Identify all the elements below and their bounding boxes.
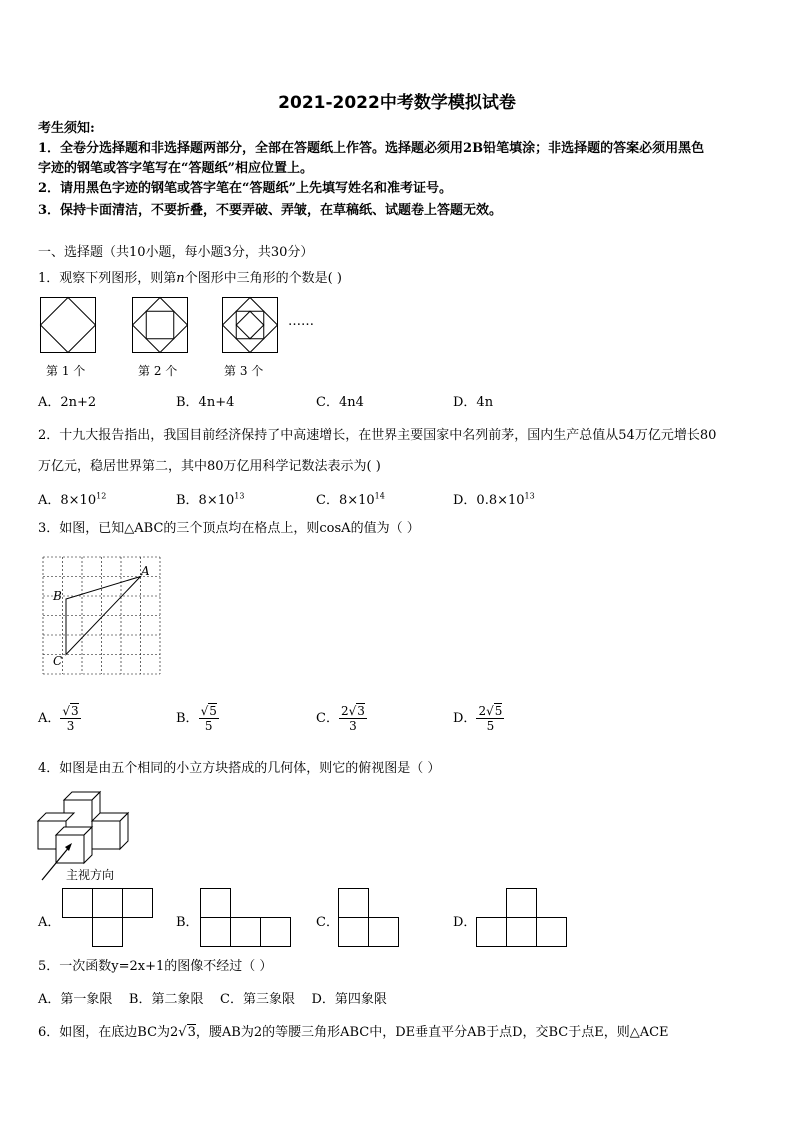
q3-grid-figure [43, 557, 163, 677]
q1-option-a[interactable]: A．2n+2 [38, 395, 97, 410]
q1-caption-3: 第 3 个 [224, 364, 264, 378]
q4-option-a-figure[interactable] [62, 888, 154, 950]
notice-heading: 考生须知: [38, 121, 95, 136]
q3-point-b: B [53, 589, 62, 603]
notice-line-1: 1．全卷分选择题和非选择题两部分，全部在答题纸上作答。选择题必须用2B铅笔填涂；非选择题的答案必须用黑色 [38, 141, 705, 156]
q6-stem: 6．如图，在底边BC为2√3，腰AB为2的等腰三角形ABC中，DE垂直平分AB于点D，交BC于点E，则△ACE [38, 1025, 669, 1040]
q4-option-b-label[interactable]: B． [176, 915, 199, 930]
q2-stem-line-1: 2．十九大报告指出，我国目前经济保持了中高速增长，在世界主要国家中名列前茅，国内生产总值从54万亿元增长80 [38, 428, 717, 443]
q4-stem: 4．如图是由五个相同的小立方块搭成的几何体，则它的俯视图是（ ） [38, 761, 441, 776]
q4-option-d-figure[interactable] [476, 888, 568, 950]
q4-option-c-figure[interactable] [338, 888, 400, 950]
q3-option-c[interactable]: C． $\frac{2√3}{3}$ [316, 704, 365, 733]
q2-option-d[interactable]: D．$0.8\times 10^{13}$ [453, 491, 535, 508]
q2-stem-line-2: 万亿元，稳居世界第二，其中80万亿用科学记数法表示为( ) [38, 459, 381, 474]
q5-options[interactable]: A．第一象限 B．第二象限 C．第三象限 D．第四象限 [38, 992, 387, 1007]
q3-stem: 3．如图，已知△ABC的三个顶点均在格点上，则cosA的值为（ ） [38, 521, 420, 536]
page-title: 2021-2022中考数学模拟试卷 [278, 93, 516, 113]
q1-option-b[interactable]: B．4n+4 [176, 395, 235, 410]
q4-direction-label: 主视方向 [66, 868, 115, 882]
q1-figure-3 [222, 297, 282, 357]
q1-figure-1 [40, 297, 100, 357]
q3-point-a: A [141, 564, 150, 578]
q4-option-b-figure[interactable] [200, 888, 292, 950]
q1-stem: 1．观察下列图形，则第n个图形中三角形的个数是( ) [38, 271, 342, 286]
q2-option-b[interactable]: B．$8\times 10^{13}$ [176, 491, 245, 508]
q4-option-d-label[interactable]: D． [453, 915, 477, 930]
q3-option-d[interactable]: D． $\frac{2√5}{5}$ [453, 704, 503, 733]
q1-figure-2 [132, 297, 192, 357]
notice-line-3: 2．请用黑色字迹的钢笔或答字笔在“答题纸”上先填写姓名和准考证号。 [38, 181, 453, 196]
q3-point-c: C [53, 654, 63, 668]
q1-option-c[interactable]: C．4n4 [316, 395, 364, 410]
q4-option-c-label[interactable]: C． [316, 915, 339, 930]
q2-option-c[interactable]: C．$8\times 10^{14}$ [316, 491, 385, 508]
q3-option-a[interactable]: A． $\frac{√3}{3}$ [38, 704, 79, 733]
q4-option-a-label[interactable]: A． [38, 915, 61, 930]
q2-option-a[interactable]: A．$8\times 10^{12}$ [38, 491, 107, 508]
q1-caption-2: 第 2 个 [138, 364, 178, 378]
q1-caption-1: 第 1 个 [46, 364, 86, 378]
notice-line-2: 字迹的钢笔或答字笔写在“答题纸”相应位置上。 [38, 161, 313, 176]
section-heading: 一、选择题（共10小题，每小题3分，共30分） [38, 245, 314, 260]
notice-line-4: 3．保持卡面清洁，不要折叠，不要弄破、弄皱，在草稿纸、试题卷上答题无效。 [38, 203, 503, 218]
q3-option-b[interactable]: B． $\frac{√5}{5}$ [176, 704, 217, 733]
q1-ellipsis: …… [288, 314, 314, 329]
q1-option-d[interactable]: D．4n [453, 395, 494, 410]
q5-stem: 5．一次函数y=2x+1的图像不经过（ ） [38, 959, 273, 974]
